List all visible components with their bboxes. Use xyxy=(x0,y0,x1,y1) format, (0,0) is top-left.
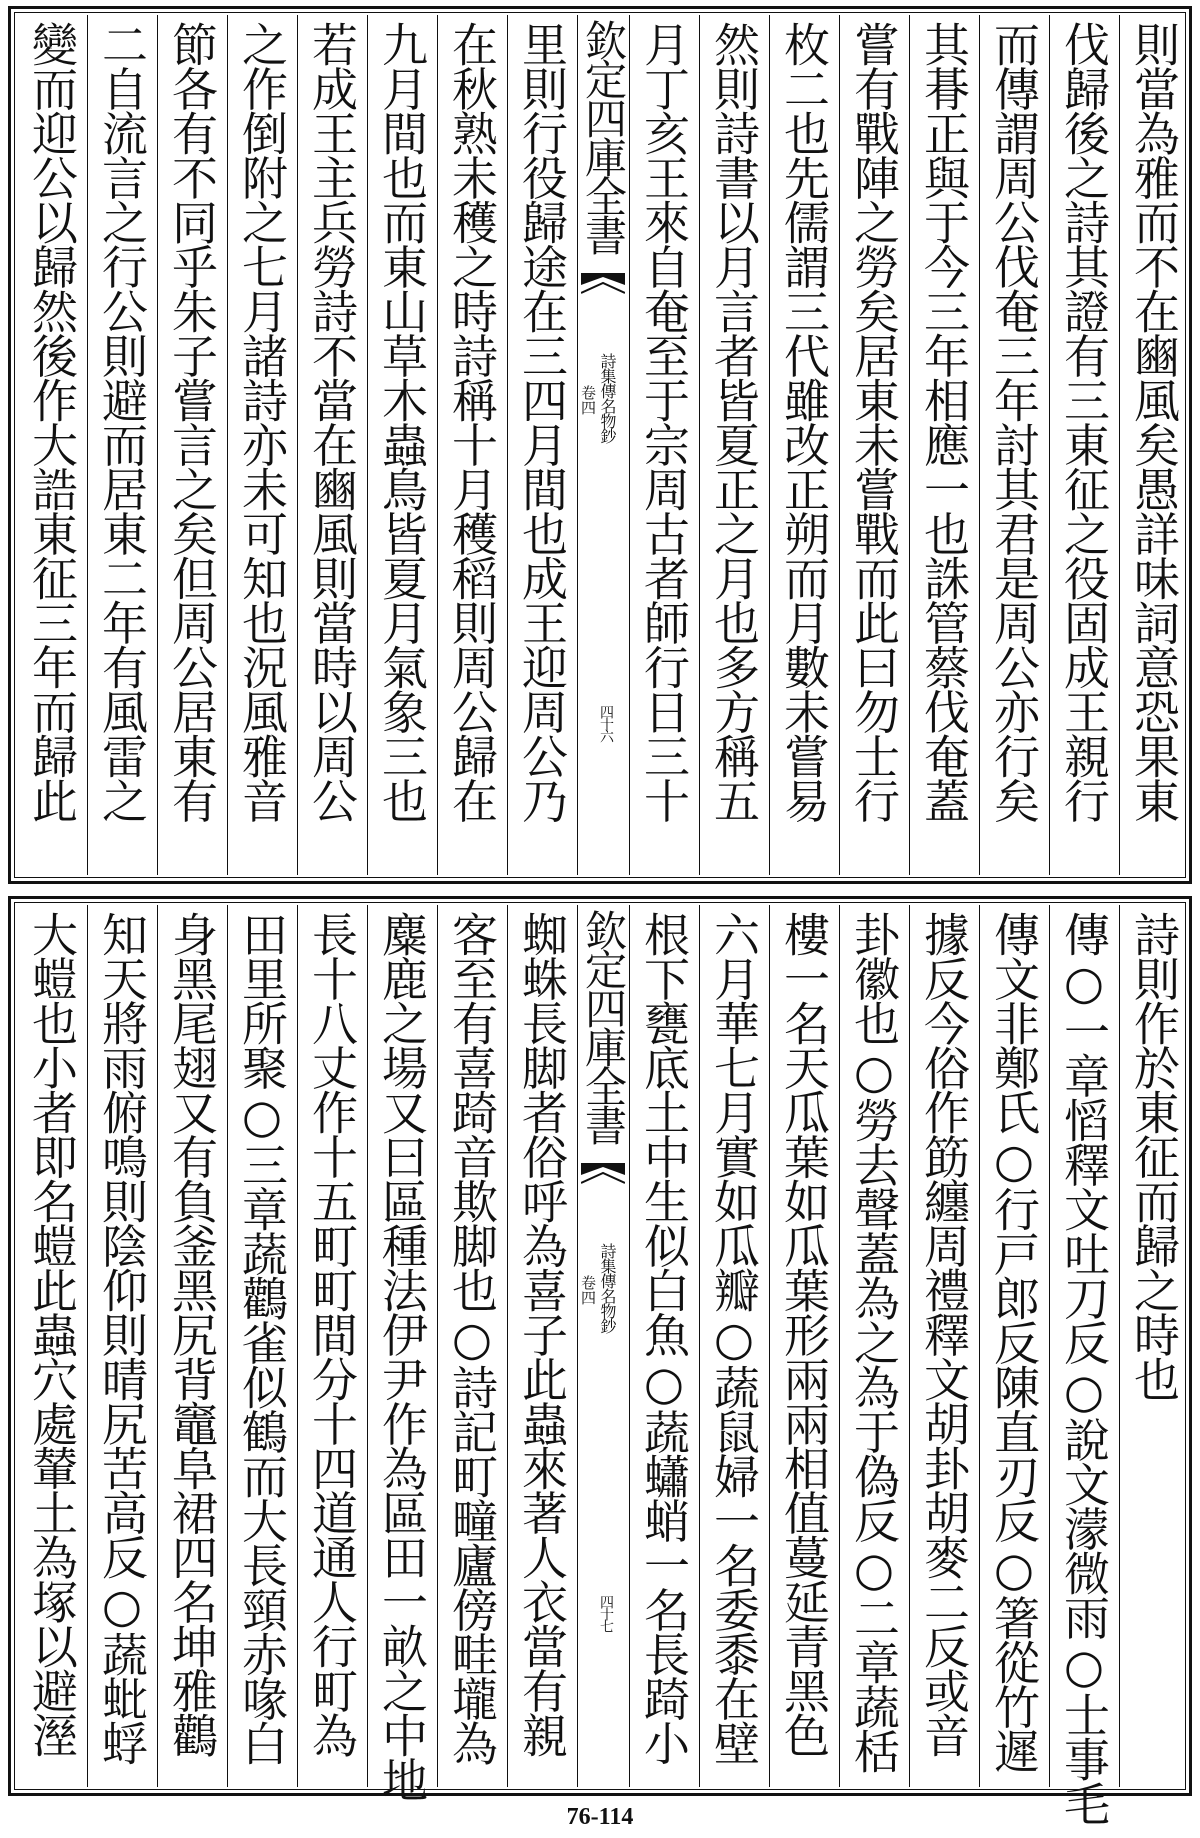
column-divider xyxy=(507,15,508,875)
volume-label: 卷四 xyxy=(579,1275,597,1305)
column-divider xyxy=(297,905,298,1787)
text-column: 若成王主兵勞詩不當在豳風則當時以周公 xyxy=(305,21,359,822)
text-column: 而傳謂周公伐奄三年討其君是周公亦行矣 xyxy=(987,21,1041,822)
column-divider xyxy=(227,905,228,1787)
column-divider xyxy=(1119,905,1120,1787)
column-divider xyxy=(437,905,438,1787)
column-divider xyxy=(699,15,700,875)
column-divider xyxy=(839,905,840,1787)
column-divider xyxy=(629,905,630,1787)
fish-tail-mark-icon xyxy=(581,1163,625,1193)
text-column: 之作倒附之七月諸詩亦未可知也況風雅音 xyxy=(235,21,289,822)
page-number: 四十七 xyxy=(598,1595,614,1631)
text-column: 里則行役歸途在三四月間也成王迎周公乃 xyxy=(515,21,569,822)
text-column: 傳文非鄭氏○行戸郎反陳直刃反○箸從竹遲 xyxy=(987,911,1041,1773)
text-column: 田里所聚○三章蔬鸛雀似鶴而大長頸赤喙白 xyxy=(235,911,289,1765)
text-column: 二自流言之行公則避而居東二年有風雷之 xyxy=(95,21,149,822)
column-divider xyxy=(507,905,508,1787)
text-column: 伐歸後之詩其證有三東征之役固成王親行 xyxy=(1057,21,1111,822)
text-column: 傳○一章慆釋文吐刀反○說文濛微雨○士事毛 xyxy=(1057,911,1111,1825)
text-column: 然則詩書以月言者皆夏正之月也多方稱五 xyxy=(707,21,761,822)
column-divider xyxy=(437,15,438,875)
text-column: 九月間也而東山草木蟲鳥皆夏月氣象三也 xyxy=(375,21,429,822)
text-column: 則當為雅而不在豳風矣愚詳味詞意恐果東 xyxy=(1127,21,1181,822)
book-title: 欽定四庫全書 xyxy=(579,19,628,253)
column-divider xyxy=(979,15,980,875)
text-column: 身黑尾翅又有負釜黑尻背竈阜裙四名坤雅鸛 xyxy=(165,911,219,1757)
text-column: 卦徽也○勞去聲蓋為之為于偽反○二章蔬栝 xyxy=(847,911,901,1773)
page-footer-number: 76-114 xyxy=(566,1804,634,1830)
column-divider xyxy=(1119,15,1120,875)
text-column: 知天將雨俯鳴則陰仰則晴尻苦高反○蔬蚍蜉 xyxy=(95,911,149,1765)
center-title: 詩集傳名物鈔 xyxy=(598,1243,617,1333)
text-column: 詩則作於東征而歸之時也 xyxy=(1127,911,1181,1401)
text-column: 根下甕底土中生似白魚○蔬蠨蛸一名長踦小 xyxy=(637,911,691,1765)
column-divider xyxy=(1049,905,1050,1787)
text-column: 在秋熟未穫之時詩稱十月穫稻則周公歸在 xyxy=(445,21,499,822)
center-margin-strip xyxy=(577,905,629,1787)
text-column: 樓一名天瓜葉如瓜葉形兩兩相值蔓延青黑色 xyxy=(777,911,831,1757)
column-divider xyxy=(909,15,910,875)
text-column: 其朞正與于今三年相應一也誅管蔡伐奄蓋 xyxy=(917,21,971,822)
column-divider xyxy=(769,15,770,875)
column-divider xyxy=(87,15,88,875)
volume-label: 卷四 xyxy=(579,385,597,415)
column-divider xyxy=(769,905,770,1787)
page-number: 四十六 xyxy=(598,705,614,741)
column-divider xyxy=(909,905,910,1787)
column-divider xyxy=(157,15,158,875)
text-column: 嘗有戰陣之勞矣居東未嘗戰而此曰勿士行 xyxy=(847,21,901,822)
column-divider xyxy=(157,905,158,1787)
column-divider xyxy=(839,15,840,875)
text-column: 麋鹿之場又曰區種法伊尹作為區田一畝之中地 xyxy=(375,911,429,1801)
column-divider xyxy=(367,905,368,1787)
text-column: 客至有喜踦音欺脚也○詩記町疃廬傍畦壠為 xyxy=(445,911,499,1765)
center-margin-strip xyxy=(577,15,629,875)
text-column: 枚二也先儒謂三代雖改正朔而月數未嘗易 xyxy=(777,21,831,822)
column-divider xyxy=(297,15,298,875)
fish-tail-mark-icon xyxy=(581,273,625,303)
column-divider xyxy=(1049,15,1050,875)
column-divider xyxy=(227,15,228,875)
text-column: 六月華七月實如瓜瓣○蔬鼠婦一名委黍在壁 xyxy=(707,911,761,1765)
column-divider xyxy=(87,905,88,1787)
text-column: 大螘也小者即名螘此蟲穴處輦土為塚以避溼 xyxy=(25,911,79,1757)
text-column: 長十八丈作十五町町間分十四道通人行町為 xyxy=(305,911,359,1757)
page-panel-top xyxy=(8,6,1192,884)
text-column: 據反今俗作筯纏周禮釋文胡卦胡麥二反或音 xyxy=(917,911,971,1757)
text-column: 月丁亥王來自奄至于宗周古者師行日三十 xyxy=(637,21,691,822)
text-column: 變而迎公以歸然後作大誥東征三年而歸此 xyxy=(25,21,79,822)
column-divider xyxy=(629,15,630,875)
text-column: 節各有不同乎朱子嘗言之矣但周公居東有 xyxy=(165,21,219,822)
column-divider xyxy=(367,15,368,875)
book-title: 欽定四庫全書 xyxy=(579,909,628,1143)
text-column: 蜘蛛長脚者俗呼為喜子此蟲來著人衣當有親 xyxy=(515,911,569,1757)
column-divider xyxy=(979,905,980,1787)
center-title: 詩集傳名物鈔 xyxy=(598,353,617,443)
column-divider xyxy=(699,905,700,1787)
